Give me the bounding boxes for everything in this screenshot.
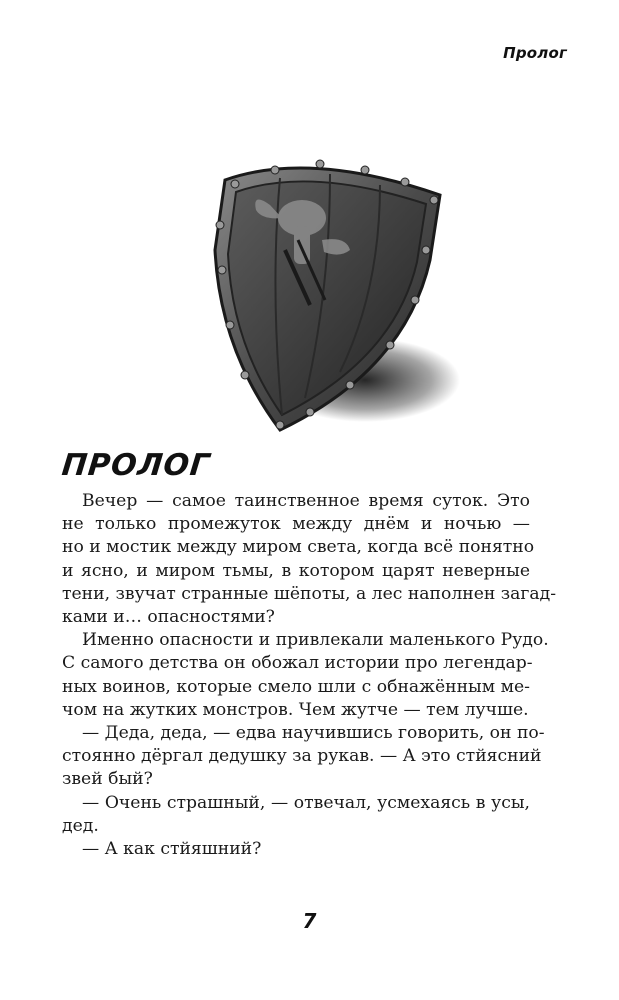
text-line: — Деда, деда, — едва научившись говорить, он по-	[82, 723, 545, 744]
text-line: дед.	[62, 815, 99, 836]
paragraph	[62, 490, 557, 629]
text-line: звей бый?	[62, 769, 153, 790]
text-line: Именно опасности и привлекали маленького Рудо.	[82, 630, 549, 651]
shield-illustration	[190, 140, 460, 440]
text-line: Вечер — самое таинственное время суток. Это	[82, 491, 530, 511]
shield-icon	[190, 140, 460, 440]
text-line: тени, звучат странные шёпоты, а лес наполнен загад-	[62, 583, 557, 604]
text-line: стоянно дёргал дедушку за рукав. — А это стйясний	[62, 746, 542, 767]
paragraph	[62, 838, 530, 861]
body-text	[62, 490, 557, 861]
text-line: чом на жутких монстров. Чем жутче — тем лучше.	[62, 699, 529, 720]
text-line: но и мостик между миром света, когда всё понятно	[62, 537, 535, 558]
text-line: ками и… опасностями?	[62, 607, 275, 628]
running-head: Пролог	[503, 44, 567, 62]
text-line: ных воинов, которые смело шли с обнажённым ме-	[62, 676, 530, 697]
text-line: — А как стйяшний?	[82, 839, 262, 860]
paragraph	[62, 722, 545, 792]
text-line: — Очень страшный, — отвечал, усмехаясь в усы,	[82, 792, 530, 813]
text-line: С самого детства он обожал истории про легендар-	[62, 653, 533, 674]
page-number: 7	[302, 909, 317, 933]
paragraph	[62, 792, 530, 838]
text-line: не только промежуток между днём и ночью —	[62, 514, 530, 535]
text-line: и ясно, и миром тьмы, в котором царят неверные	[62, 560, 530, 581]
paragraph	[62, 629, 549, 722]
chapter-title: ПРОЛОГ	[60, 448, 212, 483]
